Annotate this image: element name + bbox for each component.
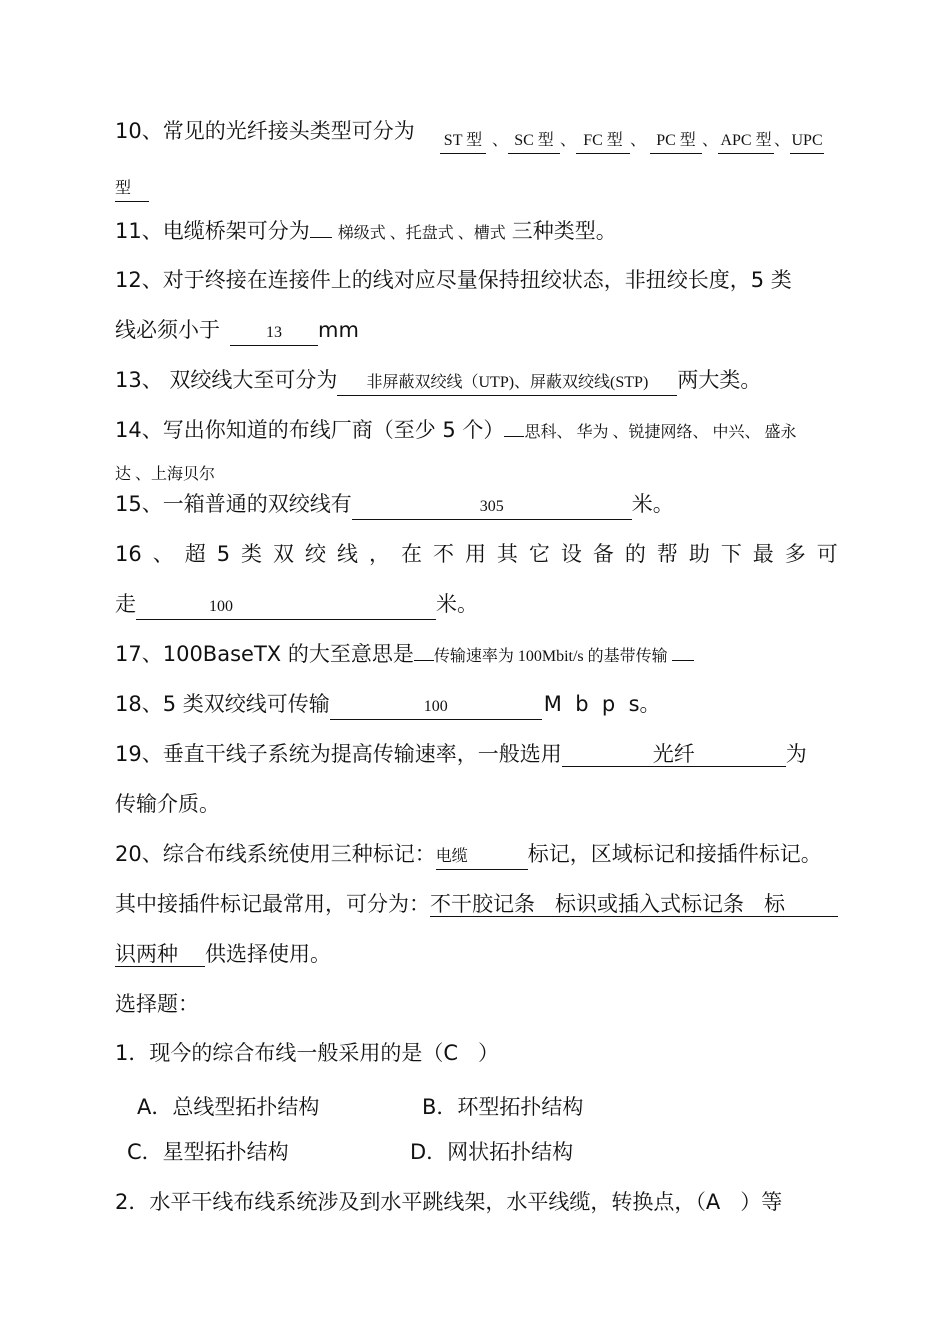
choice-header: 选择题： (115, 992, 199, 1016)
answer-blank: FC 型 (576, 129, 630, 154)
question-20-cont (115, 889, 838, 919)
char: 用 (464, 542, 486, 566)
answer-underline (310, 237, 332, 238)
char: 、 (152, 542, 174, 566)
question-12-text: 12、对于终接在连接件上的线对应尽量保持扭绞状态，非扭绞长度，5 类 (115, 268, 792, 292)
char: 5 (216, 542, 231, 566)
answer-blank: 电缆 (436, 845, 528, 870)
char: 的 (624, 542, 646, 566)
separator: 、 (702, 132, 719, 149)
char: 线 (337, 542, 358, 566)
char: 16 (115, 542, 142, 566)
question-10-cont (115, 174, 838, 204)
answer-blank: APC 型 (718, 129, 774, 154)
question-20-suffix: 标记，区域标记和接插件标记。 (527, 842, 822, 866)
question-13-suffix: 两大类。 (677, 368, 762, 392)
answer-blank: ST 型 (440, 129, 486, 154)
question-18-text: 18、5 类双绞线可传输 (115, 692, 330, 716)
answer-blank (136, 595, 436, 620)
char: 绞 (305, 542, 327, 566)
question-12-suffix: mm (318, 318, 359, 342)
question-19-text: 19、垂直干线子系统为提高传输速率，一般选用 (115, 742, 562, 766)
question-16-suffix: 米。 (436, 592, 478, 616)
char: 其 (496, 542, 518, 566)
question-14-cont: 达 、上海贝尔 (115, 466, 216, 483)
answer-blank: 识两种 (115, 942, 205, 967)
question-17 (115, 639, 838, 672)
answer-blank: 305 (352, 495, 632, 520)
char: 下 (720, 542, 742, 566)
char: 在 (400, 542, 422, 566)
question-20-text2: 其中接插件标记最常用，可分为： (115, 892, 430, 916)
question-16-answer: 100 (209, 598, 233, 615)
char: 设 (560, 542, 582, 566)
answer-blank: 光纤 (562, 742, 786, 767)
choice-1-stem: 1．现今的综合布线一般采用的是（C ） (115, 1041, 500, 1065)
question-18-suffix: M b p s。 (543, 692, 661, 716)
char: 类 (241, 542, 263, 566)
question-10-answers (440, 126, 838, 156)
question-16 (115, 539, 838, 569)
question-16-cont (115, 589, 838, 620)
question-11-answer: 梯级式 、托盘式 、槽式 (337, 225, 506, 242)
choice-2-stem: 2．水平干线布线系统涉及到水平跳线架，水平线缆，转换点，（A ）等 (115, 1190, 783, 1214)
char: 最 (752, 542, 774, 566)
choice-1-option-d: D．网状拓扑结构 (410, 1140, 574, 1164)
separator: 、 (560, 132, 577, 149)
question-17-text: 17、100BaseTX 的大至意思是 (115, 642, 414, 666)
char: 它 (528, 542, 550, 566)
question-11-text: 11、电缆桥架可分为 (115, 219, 310, 243)
char: 助 (688, 542, 710, 566)
separator: 、 (491, 132, 508, 149)
question-15 (115, 489, 838, 520)
char: 帮 (656, 542, 678, 566)
answer-blank: PC 型 (650, 129, 702, 154)
char: 多 (784, 542, 806, 566)
separator: 、 (774, 132, 791, 149)
question-20 (115, 839, 838, 870)
question-15-text: 15、一箱普通的双绞线有 (115, 492, 352, 516)
choice-1-option-c: C．星型拓扑结构 (127, 1140, 289, 1164)
char: 备 (592, 542, 614, 566)
question-20-cont2 (115, 939, 838, 969)
char: 双 (273, 542, 295, 566)
question-11 (115, 216, 838, 249)
question-19-cont: 传输介质。 (115, 792, 220, 816)
question-20-suffix3: 供选择使用。 (205, 942, 331, 966)
char: 不 (432, 542, 454, 566)
question-11-suffix: 三种类型。 (511, 219, 617, 243)
answer-underline (414, 660, 434, 661)
question-13 (115, 365, 838, 396)
char: 可 (816, 542, 838, 566)
answer-blank: UPC (790, 129, 824, 154)
question-12 (115, 265, 838, 295)
question-10-text: 10、常见的光纤接头类型可分为 (115, 119, 415, 143)
question-13-text: 13、 双绞线大至可分为 (115, 368, 338, 392)
separator: 、 (630, 132, 647, 149)
answer-blank: 13 (230, 321, 318, 346)
question-18 (115, 689, 838, 720)
answer-blank: 100 (330, 695, 542, 720)
question-19 (115, 739, 838, 769)
question-16-text2: 走 (115, 592, 136, 616)
question-20-text: 20、综合布线系统使用三种标记： (115, 842, 436, 866)
answer-underline (504, 436, 524, 437)
question-12-cont (115, 315, 838, 346)
answer-blank: SC 型 (508, 129, 560, 154)
answer-blank: 型 (115, 177, 149, 202)
answer-blank: 不干胶记条 标识或插入式标记条 标 (430, 892, 838, 917)
question-12-text2: 线必须小于 (115, 318, 220, 342)
question-19-suffix: 为 (785, 742, 807, 766)
char: 超 (184, 542, 206, 566)
question-17-answer: 传输速率为 100Mbit/s 的基带传输 (433, 648, 668, 665)
answer-underline (672, 660, 694, 661)
question-14-text: 14、写出你知道的布线厂商（至少 5 个） (115, 418, 505, 442)
choice-1-option-b: B．环型拓扑结构 (422, 1095, 584, 1119)
answer-blank: 非屏蔽双绞线（UTP)、屏蔽双绞线(STP) (337, 371, 677, 396)
question-15-suffix: 米。 (631, 492, 674, 516)
char: ， (368, 542, 390, 566)
question-14 (115, 415, 838, 448)
choice-1-option-a: A．总线型拓扑结构 (137, 1095, 320, 1119)
question-14-answer: 思科、 华为 、锐捷网络、 中兴、 盛永 (524, 424, 797, 441)
